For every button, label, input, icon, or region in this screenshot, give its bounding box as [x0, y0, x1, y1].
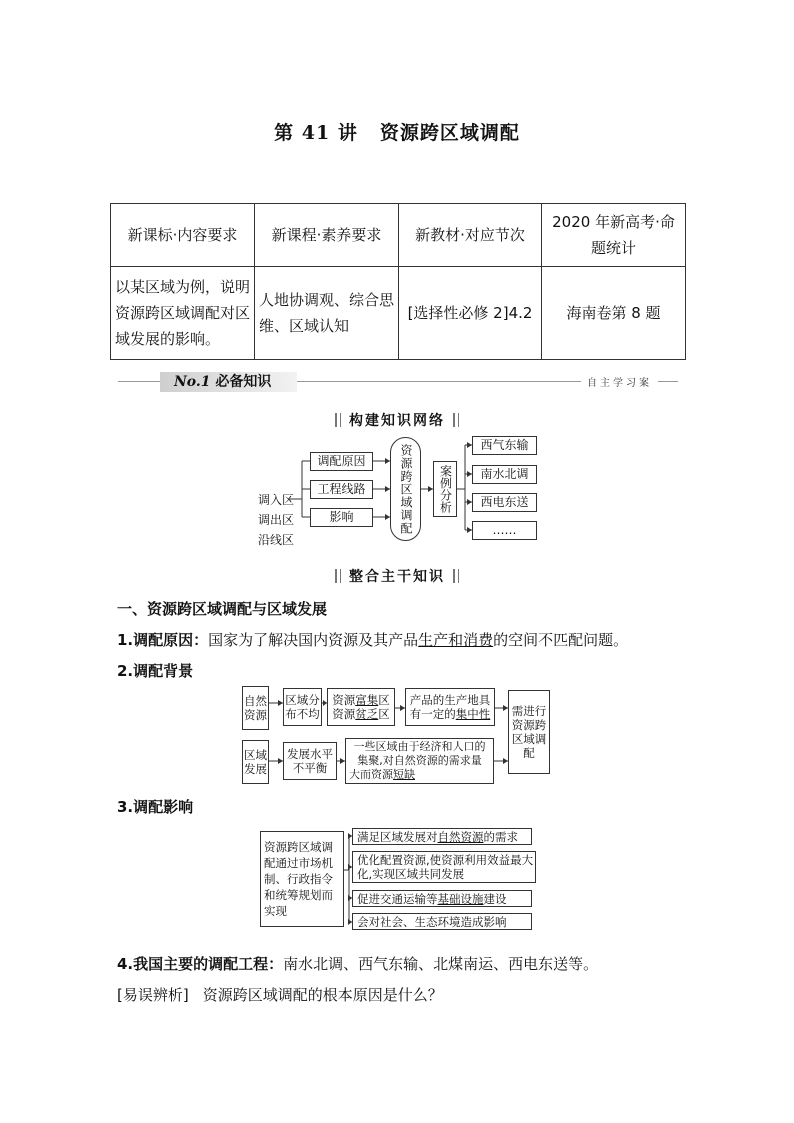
heading-bar-icon: [335, 569, 341, 583]
text: 资源: [332, 707, 356, 721]
text: 的需求: [483, 829, 518, 844]
table-header-cell: 2020 年新高考·命题统计: [542, 204, 686, 267]
text: 大而资源: [349, 768, 393, 781]
text-underlined: 富集: [355, 693, 379, 707]
lesson-number: 第 41 讲: [274, 122, 358, 144]
bg-rich-poor-area: [327, 688, 395, 726]
bg-poor-area: [332, 707, 390, 721]
text: 资源: [332, 693, 356, 707]
table-header-cell: 新课程·素养要求: [255, 204, 399, 267]
text: 促进交通运输等: [357, 891, 438, 906]
text-underlined: 贫乏: [355, 707, 379, 721]
bg-demand-shortage: [345, 738, 494, 784]
table-cell: [选择性必修 2]4.2: [399, 267, 542, 360]
text: 南水北调、西气东输、北煤南运、西电东送等。: [283, 955, 599, 973]
text: 一些区域由于经济和人口的: [353, 740, 486, 753]
bg-need-allocation: 需进行资源跨区域调配: [508, 690, 550, 774]
paragraph-background: 2.调配背景: [117, 662, 194, 680]
integrate-heading: [0, 566, 794, 586]
impact-meet-demand: [352, 828, 532, 845]
network-heading-text: 构建知识网络: [349, 413, 445, 429]
label-import-region: 调入区: [258, 493, 295, 507]
text: 国家为了解决国内资源及其产品: [208, 631, 419, 649]
section-number: No.1: [174, 374, 211, 390]
case-more: ……: [472, 521, 537, 540]
box-allocation-reason: 调配原因: [310, 452, 373, 471]
section-one-heading: 一、资源跨区域调配与区域发展: [117, 600, 328, 618]
text: 区: [378, 707, 390, 721]
lesson-name: 资源跨区域调配: [379, 122, 520, 144]
text: 满足区域发展对: [357, 829, 438, 844]
case-west-east-gas: 西气东输: [472, 436, 537, 455]
box-project-route: 工程线路: [310, 480, 373, 499]
table-header-cell: 新课标·内容要求: [111, 204, 255, 267]
case-analysis: 案例分析: [433, 461, 457, 517]
label-along-region: 沿线区: [258, 533, 295, 547]
section-name: 必备知识: [215, 374, 272, 390]
text: 有一定的: [409, 707, 456, 721]
impact-social-ecological: 会对社会、生态环境造成影响: [352, 913, 532, 930]
center-topic: 资源跨区域调配: [390, 437, 421, 541]
table-cell: 人地协调观、综合思维、区域认知: [255, 267, 399, 360]
bg-unbalanced-development: 发展水平不平衡: [283, 742, 337, 780]
text-underlined: 自然资源: [437, 829, 484, 844]
heading-bar-icon: [453, 569, 459, 583]
text-underlined: 基础设施: [437, 891, 484, 906]
bg-uneven-distribution: 区域分布不均: [283, 688, 322, 726]
bg-production-concentration: [405, 688, 495, 726]
bg-regional-development: 区域发展: [242, 740, 269, 784]
bg-natural-resources: 自然资源: [242, 686, 269, 730]
text-underlined: 生产和消费: [418, 631, 494, 649]
box-impact: 影响: [310, 508, 373, 527]
text-underlined: 集中性: [455, 707, 491, 721]
impact-optimize: 优化配置资源,使资源利用效益最大化,实现区域共同发展: [352, 851, 536, 883]
paragraph-reason: [117, 629, 628, 650]
text: 资源跨区域调配的根本原因是什么？: [202, 986, 443, 1004]
section-subtitle: 自主学习案: [581, 374, 658, 389]
case-west-east-power: 西电东送: [472, 493, 537, 512]
text: 产品的生产地具: [409, 693, 491, 707]
text: 建设: [483, 891, 507, 906]
text: [410, 707, 491, 721]
table-header-cell: 新教材·对应节次: [399, 204, 542, 267]
paragraph-label: 1.调配原因：: [117, 631, 209, 649]
impact-source: 资源跨区域调配通过市场机制、行政指令和统筹规划而实现: [260, 831, 344, 927]
text-underlined: 短缺: [393, 768, 415, 781]
paragraph-label: [易误辨析]: [117, 986, 189, 1004]
paragraph-misconception: [117, 984, 443, 1005]
text: 的空间不匹配问题。: [493, 631, 629, 649]
paragraph-impact: 3.调配影响: [117, 798, 194, 816]
bg-rich-area: [332, 693, 390, 707]
table-cell: 以某区域为例，说明资源跨区域调配对区域发展的影响。: [111, 267, 255, 360]
text: 区: [378, 693, 390, 707]
label-export-region: 调出区: [258, 513, 295, 527]
text: [346, 768, 415, 782]
paragraph-projects: [117, 953, 598, 974]
text: 集聚,对自然资源的需求量: [357, 754, 482, 767]
table-cell: 海南卷第 8 题: [542, 267, 686, 360]
impact-infrastructure: [352, 890, 532, 907]
case-south-north-water: 南水北调: [472, 465, 537, 484]
paragraph-label: 4.我国主要的调配工程：: [117, 955, 284, 973]
integrate-heading-text: 整合主干知识: [349, 569, 445, 585]
